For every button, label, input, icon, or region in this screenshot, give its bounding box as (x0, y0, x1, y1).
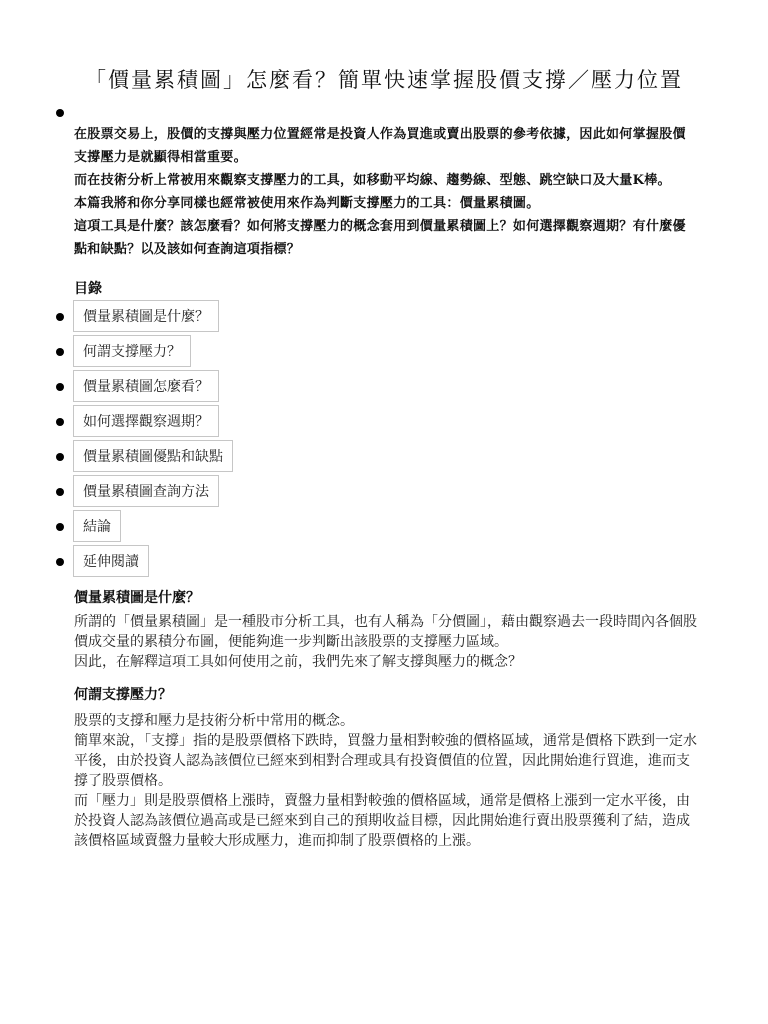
toc-heading: 目錄 (74, 281, 102, 297)
toc-link-choose-period[interactable]: 如何選擇觀察週期？ (73, 405, 219, 437)
toc-link-what-is-chart[interactable]: 價量累積圖是什麼？ (73, 300, 219, 332)
section-heading: 何謂支撐壓力？ (74, 687, 172, 703)
intro-text (74, 123, 698, 261)
list-bullet (56, 418, 64, 426)
section-paragraph: 股票的支撐和壓力是技術分析中常用的概念。 (74, 713, 354, 729)
toc-item (0, 510, 768, 544)
list-bullet (56, 558, 64, 566)
section-body (74, 711, 698, 851)
intro-paragraph: 本篇我將和你分享同樣也經常被使用來作為判斷支撐壓力的工具：價量累積圖。 (74, 196, 540, 211)
section-heading: 價量累積圖是什麼？ (74, 590, 200, 606)
intro-paragraph: 而在技術分析上常被用來觀察支撐壓力的工具，如移動平均線、趨勢線、型態、跳空缺口及大量K棒。 (74, 173, 671, 188)
toc-item (0, 300, 768, 334)
toc-link-query-method[interactable]: 價量累積圖查詢方法 (73, 475, 219, 507)
page-title: 「價量累積圖」怎麼看？簡單快速掌握股價支撐／壓力位置 (85, 68, 683, 92)
list-bullet (56, 488, 64, 496)
list-bullet (56, 383, 64, 391)
section-paragraph: 所謂的「價量累積圖」是一種股市分析工具，也有人稱為「分價圖」，藉由觀察過去一段時間內各個股價成交量的累積分布圖，便能夠進一步判斷出該股票的支撐壓力區域。 (74, 614, 697, 650)
list-bullet (56, 523, 64, 531)
intro-paragraph: 這項工具是什麼？該怎麼看？如何將支撐壓力的概念套用到價量累積圖上？如何選擇觀察週期？有什麼優點和缺點？以及該如何查詢這項指標？ (74, 219, 686, 257)
list-bullet (56, 453, 64, 461)
toc-item (0, 475, 768, 509)
section-paragraph: 簡單來說，「支撐」指的是股票價格下跌時，買盤力量相對較強的價格區域，通常是價格下跌到一定水平後，由於投資人認為該價位已經來到相對合理或具有投資價值的位置，因此開始進行買進，進而支撐了股票價格。 (74, 733, 697, 789)
toc-item (0, 370, 768, 404)
intro-paragraph: 在股票交易上，股價的支撐與壓力位置經常是投資人作為買進或賣出股票的參考依據，因此如何掌握股價支撐壓力是就顯得相當重要。 (74, 127, 686, 165)
toc-item (0, 405, 768, 439)
section-paragraph: 而「壓力」則是股票價格上漲時，賣盤力量相對較強的價格區域，通常是價格上漲到一定水平後，由於投資人認為該價位過高或是已經來到自己的預期收益目標，因此開始進行賣出股票獲利了結，造成該價格區域賣盤力量較大形成壓力，進而抑制了股票價格的上漲。 (74, 793, 690, 849)
list-bullet (56, 313, 64, 321)
list-bullet (56, 109, 64, 117)
toc-link-conclusion[interactable]: 結論 (73, 510, 121, 542)
section-body (74, 612, 698, 672)
toc-item (0, 335, 768, 369)
toc-item (0, 545, 768, 579)
list-bullet (56, 348, 64, 356)
section-paragraph: 因此，在解釋這項工具如何使用之前，我們先來了解支撐與壓力的概念？ (74, 654, 522, 670)
toc-link-how-to-read[interactable]: 價量累積圖怎麼看？ (73, 370, 219, 402)
toc-link-pros-cons[interactable]: 價量累積圖優點和缺點 (73, 440, 233, 472)
toc-item (0, 440, 768, 474)
toc-link-support-resistance[interactable]: 何謂支撐壓力？ (73, 335, 191, 367)
toc-link-further-reading[interactable]: 延伸閱讀 (73, 545, 149, 577)
